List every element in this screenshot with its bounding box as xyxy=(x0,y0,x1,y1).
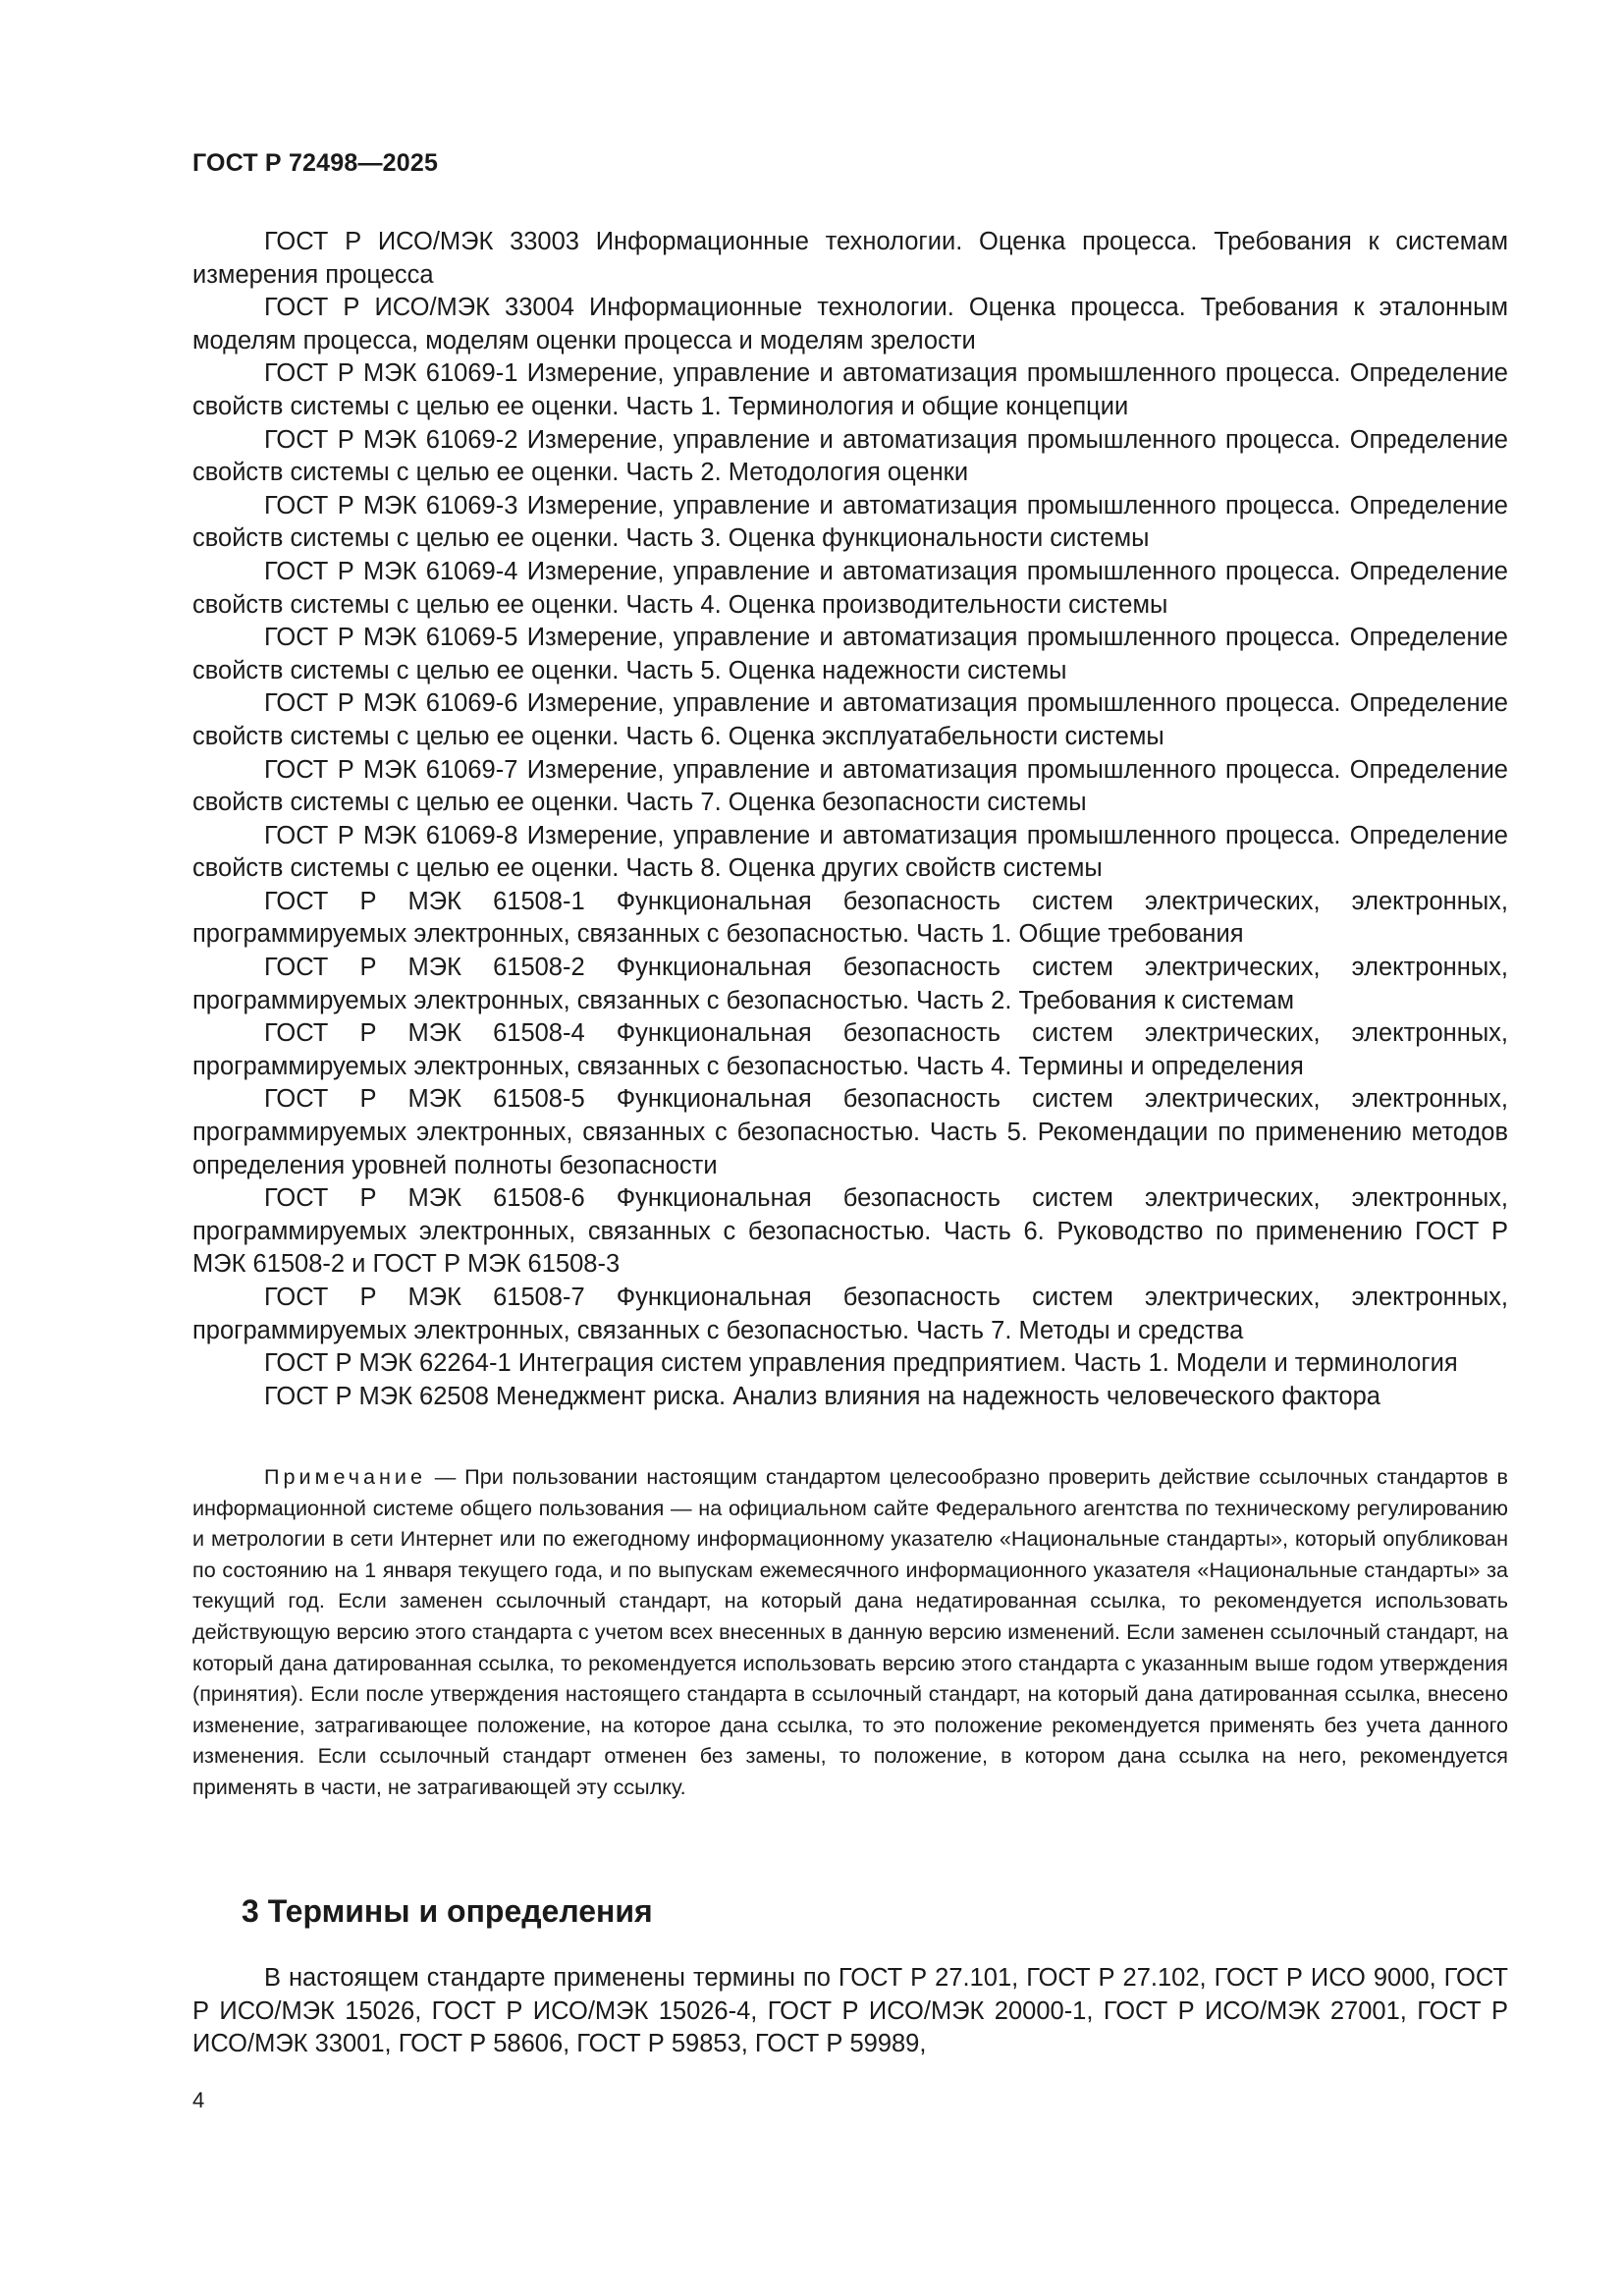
reference-item: ГОСТ Р МЭК 61069-4 Измерение, управление и автоматизация промышленного процесса. Определение свойств системы с целью ее оценки. Часть 4. Оценка производительности системы xyxy=(192,557,1508,619)
reference-item: ГОСТ Р МЭК 61069-7 Измерение, управление и автоматизация промышленного процесса. Определение свойств системы с целью ее оценки. Часть 7. Оценка безопасности системы xyxy=(192,755,1508,817)
section-heading: 3 Термины и определения xyxy=(242,1893,653,1929)
reference-item: ГОСТ Р МЭК 61508-4 Функциональная безопасность систем электрических, электронных, программируемых электронных, связанных с безопасностью. Часть 4. Термины и определения xyxy=(192,1019,1508,1080)
reference-item: ГОСТ Р МЭК 61069-2 Измерение, управление и автоматизация промышленного процесса. Определение свойств системы с целью ее оценки. Часть 2. Методология оценки xyxy=(192,425,1508,487)
reference-item: ГОСТ Р МЭК 61508-1 Функциональная безопасность систем электрических, электронных, программируемых электронных, связанных с безопасностью. Часть 1. Общие требования xyxy=(192,887,1508,949)
section-paragraph: В настоящем стандарте применены термины по ГОСТ Р 27.101, ГОСТ Р 27.102, ГОСТ Р ИСО 9000, ГОСТ Р ИСО/МЭК 15026, ГОСТ Р ИСО/МЭК 15026-4, ГОСТ Р ИСО/МЭК 20000-1, ГОСТ Р ИСО/МЭК 27001, ГОСТ Р ИСО/МЭК 33001, ГОСТ Р 58606, ГОСТ Р 59853, ГОСТ Р 59989, xyxy=(192,1964,1508,2058)
normative-references-list xyxy=(192,226,1508,1413)
reference-item: ГОСТ Р МЭК 61508-6 Функциональная безопасность систем электрических, электронных, программируемых электронных, связанных с безопасностью. Часть 6. Руководство по применению ГОСТ Р МЭК 61508-2 и ГОСТ Р МЭК 61508-3 xyxy=(192,1184,1508,1279)
reference-item: ГОСТ Р МЭК 61508-5 Функциональная безопасность систем электрических, электронных, программируемых электронных, связанных с безопасностью. Часть 5. Рекомендации по применению методов определения уровней полноты безопасности xyxy=(192,1085,1508,1179)
reference-item: ГОСТ Р МЭК 62508 Менеджмент риска. Анализ влияния на надежность человеческого фактора xyxy=(264,1382,1380,1410)
reference-item: ГОСТ Р МЭК 61069-6 Измерение, управление и автоматизация промышленного процесса. Определение свойств системы с целью ее оценки. Часть 6. Оценка эксплуатабельности системы xyxy=(192,689,1508,750)
document-header: ГОСТ Р 72498—2025 xyxy=(192,149,439,177)
note-paragraph xyxy=(192,1461,1508,1803)
reference-item: ГОСТ Р ИСО/МЭК 33004 Информационные технологии. Оценка процесса. Требования к эталонным моделям процесса, моделям оценки процесса и моделям зрелости xyxy=(192,294,1508,355)
note-text: — При пользовании настоящим стандартом целесообразно проверить действие ссылочных стандартов в информационной системе общего пользования — на официальном сайте Федерального агентства по техническому регулированию и метрологии в сети Интернет или по ежегодному информационному указателю «Национальные стандарты», который опубликован по состоянию на 1 января текущего года, и по выпускам ежемесячного информационного указателя «Национальные стандарты» за текущий год. Если заменен ссылочный стандарт, на который дана недатированная ссылка, то рекомендуется использовать действующую версию этого стандарта с учетом всех внесенных в данную версию изменений. Если заменен ссылочный стандарт, на который дана датированная ссылка, то рекомендуется использовать версию этого стандарта с указанным выше годом утверждения (принятия). Если после утверждения настоящего стандарта в ссылочный стандарт, на который дана датированная ссылка, внесено изменение, затрагивающее положение, на которое дана ссылка, то это положение рекомендуется применять без учета данного изменения. Если ссылочный стандарт отменен без замены, то положение, в котором дана ссылка на него, рекомендуется применять в части, не затрагивающей эту ссылку. xyxy=(192,1464,1508,1799)
page-number: 4 xyxy=(192,2088,205,2112)
reference-item: ГОСТ Р МЭК 62264-1 Интеграция систем управления предприятием. Часть 1. Модели и терминология xyxy=(264,1349,1458,1378)
reference-item: ГОСТ Р МЭК 61508-7 Функциональная безопасность систем электрических, электронных, программируемых электронных, связанных с безопасностью. Часть 7. Методы и средства xyxy=(192,1284,1508,1344)
reference-item: ГОСТ Р МЭК 61508-2 Функциональная безопасность систем электрических, электронных, программируемых электронных, связанных с безопасностью. Часть 2. Требования к системам xyxy=(192,954,1508,1014)
reference-item: ГОСТ Р МЭК 61069-1 Измерение, управление и автоматизация промышленного процесса. Определение свойств системы с целью ее оценки. Часть 1. Терминология и общие концепции xyxy=(192,359,1508,420)
reference-item: ГОСТ Р МЭК 61069-3 Измерение, управление и автоматизация промышленного процесса. Определение свойств системы с целью ее оценки. Часть 3. Оценка функциональности системы xyxy=(192,491,1508,553)
note-label: Примечание xyxy=(264,1464,426,1489)
reference-item: ГОСТ Р МЭК 61069-8 Измерение, управление и автоматизация промышленного процесса. Определение свойств системы с целью ее оценки. Часть 8. Оценка других свойств системы xyxy=(192,821,1508,883)
reference-item: ГОСТ Р МЭК 61069-5 Измерение, управление и автоматизация промышленного процесса. Определение свойств системы с целью ее оценки. Часть 5. Оценка надежности системы xyxy=(192,624,1508,684)
reference-item: ГОСТ Р ИСО/МЭК 33003 Информационные технологии. Оценка процесса. Требования к системам измерения процесса xyxy=(192,228,1508,289)
